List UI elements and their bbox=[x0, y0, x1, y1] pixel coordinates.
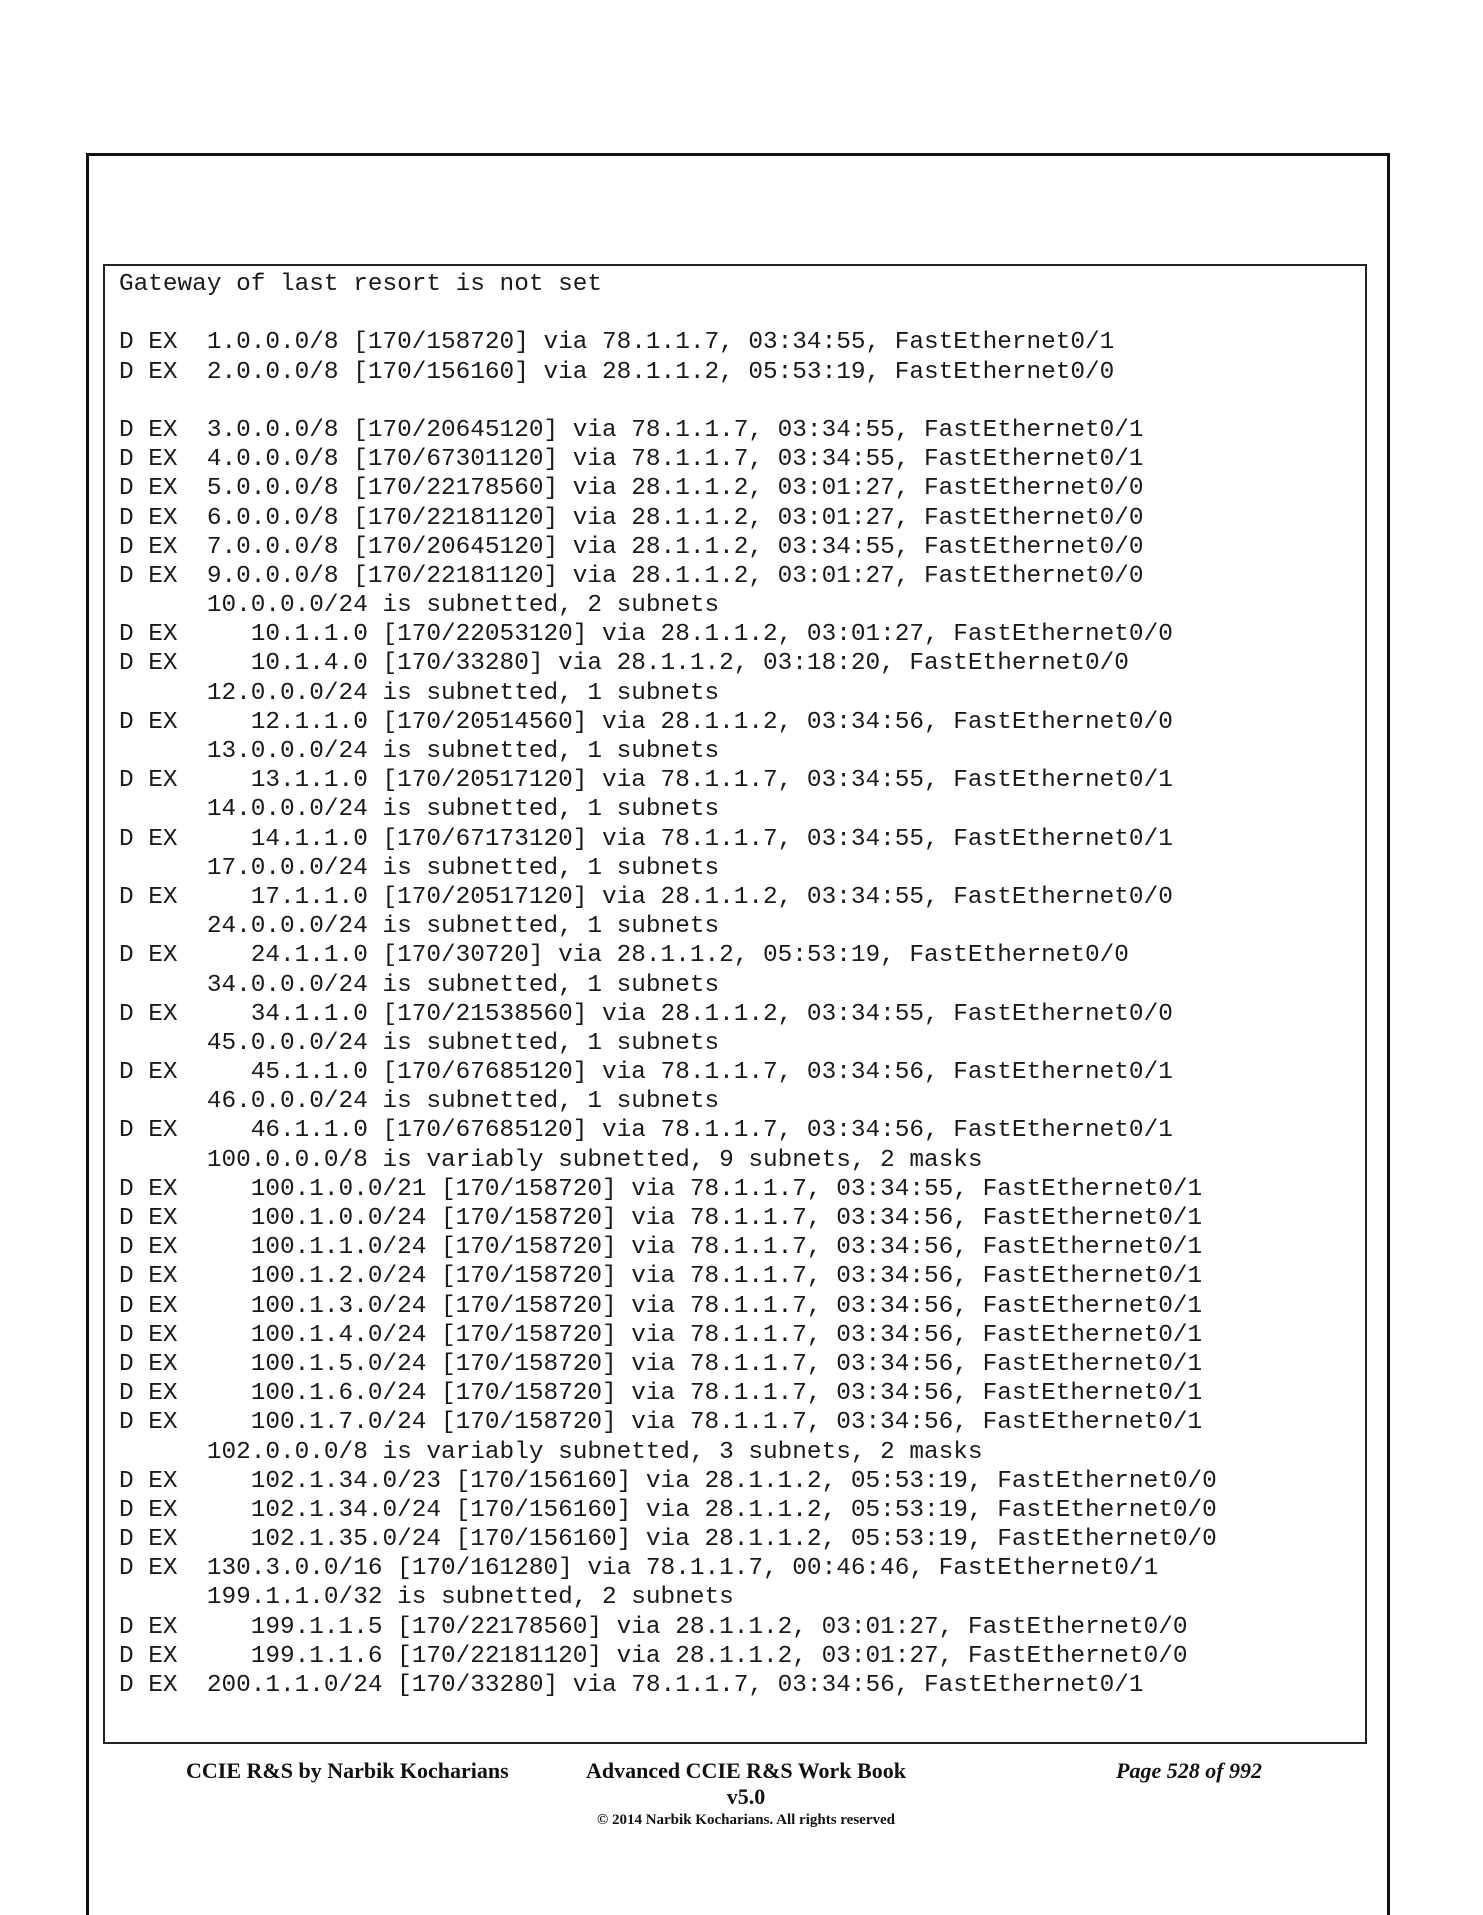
route-line bbox=[119, 299, 1217, 328]
route-line: D EX 10.1.1.0 [170/22053120] via 28.1.1.2, 03:01:27, FastEthernet0/0 bbox=[119, 621, 1173, 649]
route-line: 102.0.0.0/8 is variably subnetted, 3 subnets, 2 masks bbox=[119, 1438, 983, 1466]
route-line: D EX 45.1.1.0 [170/67685120] via 78.1.1.7, 03:34:56, FastEthernet0/1 bbox=[119, 1059, 1173, 1087]
route-line: 17.0.0.0/24 is subnetted, 1 subnets bbox=[119, 854, 720, 882]
route-line: D EX 12.1.1.0 [170/20514560] via 28.1.1.2, 03:34:56, FastEthernet0/0 bbox=[119, 708, 1173, 736]
route-line: D EX 2.0.0.0/8 [170/156160] via 28.1.1.2, 05:53:19, FastEthernet0/0 bbox=[119, 358, 1115, 386]
footer-author: CCIE R&S by Narbik Kocharians bbox=[186, 1758, 509, 1783]
route-line: Gateway of last resort is not set bbox=[119, 271, 603, 298]
route-line: D EX 14.1.1.0 [170/67173120] via 78.1.1.7, 03:34:55, FastEthernet0/1 bbox=[119, 825, 1173, 853]
route-line: 100.0.0.0/8 is variably subnetted, 9 subnets, 2 masks bbox=[119, 1146, 983, 1174]
route-line: D EX 5.0.0.0/8 [170/22178560] via 28.1.1.2, 03:01:27, FastEthernet0/0 bbox=[119, 475, 1144, 503]
route-line bbox=[119, 387, 1217, 416]
route-line: D EX 6.0.0.0/8 [170/22181120] via 28.1.1.2, 03:01:27, FastEthernet0/0 bbox=[119, 504, 1144, 532]
route-line: D EX 46.1.1.0 [170/67685120] via 78.1.1.7, 03:34:56, FastEthernet0/1 bbox=[119, 1117, 1173, 1145]
route-line: D EX 100.1.3.0/24 [170/158720] via 78.1.1.7, 03:34:56, FastEthernet0/1 bbox=[119, 1292, 1203, 1320]
footer-book-title: Advanced CCIE R&S Work Book v5.0 bbox=[586, 1758, 906, 1809]
route-line: D EX 199.1.1.6 [170/22181120] via 28.1.1.2, 03:01:27, FastEthernet0/0 bbox=[119, 1642, 1188, 1670]
route-line: D EX 100.1.1.0/24 [170/158720] via 78.1.1.7, 03:34:56, FastEthernet0/1 bbox=[119, 1234, 1203, 1262]
route-line: D EX 17.1.1.0 [170/20517120] via 28.1.1.2, 03:34:55, FastEthernet0/0 bbox=[119, 883, 1173, 911]
route-line: D EX 130.3.0.0/16 [170/161280] via 78.1.1.7, 00:46:46, FastEthernet0/1 bbox=[119, 1555, 1159, 1583]
route-line: 45.0.0.0/24 is subnetted, 1 subnets bbox=[119, 1029, 720, 1057]
route-line: D EX 4.0.0.0/8 [170/67301120] via 78.1.1.7, 03:34:55, FastEthernet0/1 bbox=[119, 446, 1144, 474]
route-line: 46.0.0.0/24 is subnetted, 1 subnets bbox=[119, 1088, 720, 1116]
route-line: D EX 24.1.1.0 [170/30720] via 28.1.1.2, 05:53:19, FastEthernet0/0 bbox=[119, 942, 1129, 970]
route-line: D EX 100.1.4.0/24 [170/158720] via 78.1.1.7, 03:34:56, FastEthernet0/1 bbox=[119, 1321, 1203, 1349]
route-line: D EX 34.1.1.0 [170/21538560] via 28.1.1.2, 03:34:55, FastEthernet0/0 bbox=[119, 1000, 1173, 1028]
route-line: 13.0.0.0/24 is subnetted, 1 subnets bbox=[119, 738, 720, 765]
route-line: 12.0.0.0/24 is subnetted, 1 subnets bbox=[119, 679, 720, 707]
footer-page-number: Page 528 of 992 bbox=[1116, 1758, 1263, 1783]
page-footer bbox=[86, 1758, 1390, 1828]
route-line: D EX 102.1.35.0/24 [170/156160] via 28.1.1.2, 05:53:19, FastEthernet0/0 bbox=[119, 1526, 1217, 1554]
route-line: D EX 100.1.2.0/24 [170/158720] via 78.1.1.7, 03:34:56, FastEthernet0/1 bbox=[119, 1263, 1203, 1291]
route-line: D EX 100.1.0.0/24 [170/158720] via 78.1.1.7, 03:34:56, FastEthernet0/1 bbox=[119, 1205, 1203, 1232]
footer-book-info bbox=[566, 1758, 926, 1829]
route-line: D EX 100.1.6.0/24 [170/158720] via 78.1.1.7, 03:34:56, FastEthernet0/1 bbox=[119, 1380, 1203, 1408]
route-line: D EX 1.0.0.0/8 [170/158720] via 78.1.1.7, 03:34:55, FastEthernet0/1 bbox=[119, 329, 1115, 357]
route-line: D EX 102.1.34.0/24 [170/156160] via 28.1.1.2, 05:53:19, FastEthernet0/0 bbox=[119, 1496, 1217, 1524]
route-line: D EX 100.1.0.0/21 [170/158720] via 78.1.1.7, 03:34:55, FastEthernet0/1 bbox=[119, 1175, 1203, 1203]
footer-copyright: © 2014 Narbik Kocharians. All rights reserved bbox=[596, 1812, 895, 1828]
route-line: 199.1.1.0/32 is subnetted, 2 subnets bbox=[119, 1584, 734, 1612]
route-line: D EX 9.0.0.0/8 [170/22181120] via 28.1.1.2, 03:01:27, FastEthernet0/0 bbox=[119, 562, 1144, 590]
route-line: 10.0.0.0/24 is subnetted, 2 subnets bbox=[119, 592, 720, 620]
route-line: 24.0.0.0/24 is subnetted, 1 subnets bbox=[119, 913, 720, 941]
route-line: D EX 13.1.1.0 [170/20517120] via 78.1.1.7, 03:34:55, FastEthernet0/1 bbox=[119, 767, 1173, 795]
route-line: 34.0.0.0/24 is subnetted, 1 subnets bbox=[119, 971, 720, 999]
route-line: D EX 102.1.34.0/23 [170/156160] via 28.1.1.2, 05:53:19, FastEthernet0/0 bbox=[119, 1467, 1217, 1495]
routing-table-output bbox=[119, 270, 1217, 1700]
route-line: D EX 7.0.0.0/8 [170/20645120] via 28.1.1.2, 03:34:55, FastEthernet0/0 bbox=[119, 533, 1144, 561]
route-line: D EX 100.1.7.0/24 [170/158720] via 78.1.1.7, 03:34:56, FastEthernet0/1 bbox=[119, 1409, 1203, 1437]
route-line: 14.0.0.0/24 is subnetted, 1 subnets bbox=[119, 796, 720, 824]
routing-table-box bbox=[103, 264, 1367, 1744]
route-line: D EX 100.1.5.0/24 [170/158720] via 78.1.1.7, 03:34:56, FastEthernet0/1 bbox=[119, 1350, 1203, 1378]
route-line: D EX 199.1.1.5 [170/22178560] via 28.1.1.2, 03:01:27, FastEthernet0/0 bbox=[119, 1613, 1188, 1641]
route-line: D EX 200.1.1.0/24 [170/33280] via 78.1.1.7, 03:34:56, FastEthernet0/1 bbox=[119, 1672, 1144, 1699]
route-line: D EX 10.1.4.0 [170/33280] via 28.1.1.2, 03:18:20, FastEthernet0/0 bbox=[119, 650, 1129, 678]
route-line: D EX 3.0.0.0/8 [170/20645120] via 78.1.1.7, 03:34:55, FastEthernet0/1 bbox=[119, 416, 1144, 444]
